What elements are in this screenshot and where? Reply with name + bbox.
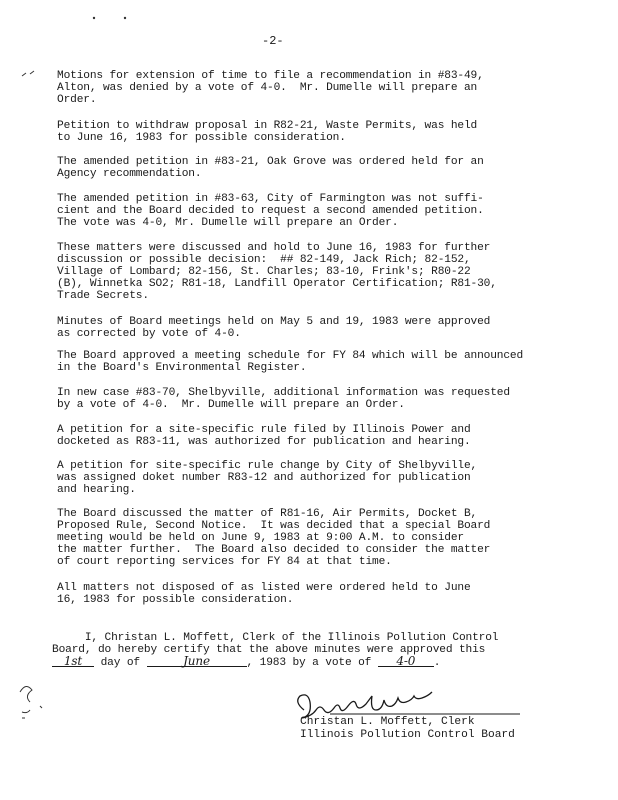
day-of-label: day of xyxy=(94,657,147,669)
paragraph-12: All matters not disposed of as listed were ordered held to June 16, 1983 for possible consideration. xyxy=(57,582,471,606)
paragraph-3: The amended petition in #83-21, Oak Grove was ordered held for an Agency recommendation. xyxy=(57,156,484,180)
paragraph-2: Petition to withdraw proposal in R82-21, Waste Permits, was held to June 16, 1983 for possible consideration. xyxy=(57,120,478,144)
paragraph-10: A petition for site-specific rule change by City of Shelbyville, was assigned doket number R83-12 and authorized for publication and hearing. xyxy=(57,460,478,496)
paragraph-1: Motions for extension of time to file a recommendation in #83-49, Alton, was denied by a vote of 4-0. Mr. Dumelle will prepare an Order. xyxy=(57,70,484,106)
vote-blank: 4-0 xyxy=(378,656,434,667)
paragraph-7: The Board approved a meeting schedule for FY 84 which will be announced in the Board's Environmental Register. xyxy=(57,350,524,374)
paragraph-6: Minutes of Board meetings held on May 5 and 19, 1983 were approved as corrected by vote of 4-0. xyxy=(57,316,491,340)
certification-line-2: Board, do hereby certify that the above minutes were approved this xyxy=(52,644,486,656)
vote-label: , 1983 by a vote of xyxy=(246,657,378,669)
day-blank: 1st xyxy=(52,656,94,667)
paragraph-11: The Board discussed the matter of R81-16, Air Permits, Docket B, Proposed Rule, Second Notice. It was decided that a special Board meeting would be held on June 9, 1983 at 9:00 A.M. to consider the matter further. The Board also decided to consider the matter of court reporting services for FY 84 at that time. xyxy=(57,508,491,568)
certification-line-3 xyxy=(52,656,572,669)
period: . xyxy=(433,657,441,669)
signer-title: Illinois Pollution Control Board xyxy=(300,729,515,741)
paragraph-4: The amended petition in #83-63, City of Farmington was not suffi- cient and the Board decided to request a second amended petition. The vote was 4-0, Mr. Dumelle will prepare an Order. xyxy=(57,193,484,229)
month-blank: June xyxy=(147,656,247,667)
paragraph-8: In new case #83-70, Shelbyville, additional information was requested by a vote of 4-0. Mr. Dumelle will prepare an Order. xyxy=(57,387,510,411)
certification-line-1: I, Christan L. Moffett, Clerk of the Illinois Pollution Control xyxy=(52,632,499,644)
signer-name: Christan L. Moffett, Clerk xyxy=(300,716,475,728)
page-number: -2- xyxy=(262,34,284,48)
paragraph-9: A petition for a site-specific rule filed by Illinois Power and docketed as R83-11, was authorized for publication and hearing. xyxy=(57,424,471,448)
paragraph-5: These matters were discussed and hold to June 16, 1983 for further discussion or possible decision: ## 82-149, Jack Rich; 82-152, Village of Lombard; 82-156, St. Charles; 83-10, Frink's; R80-22 (B), Winnetka SO2; R81-18, Landfill Operator Certification; R81-30, Trade Secrets. xyxy=(57,242,497,302)
